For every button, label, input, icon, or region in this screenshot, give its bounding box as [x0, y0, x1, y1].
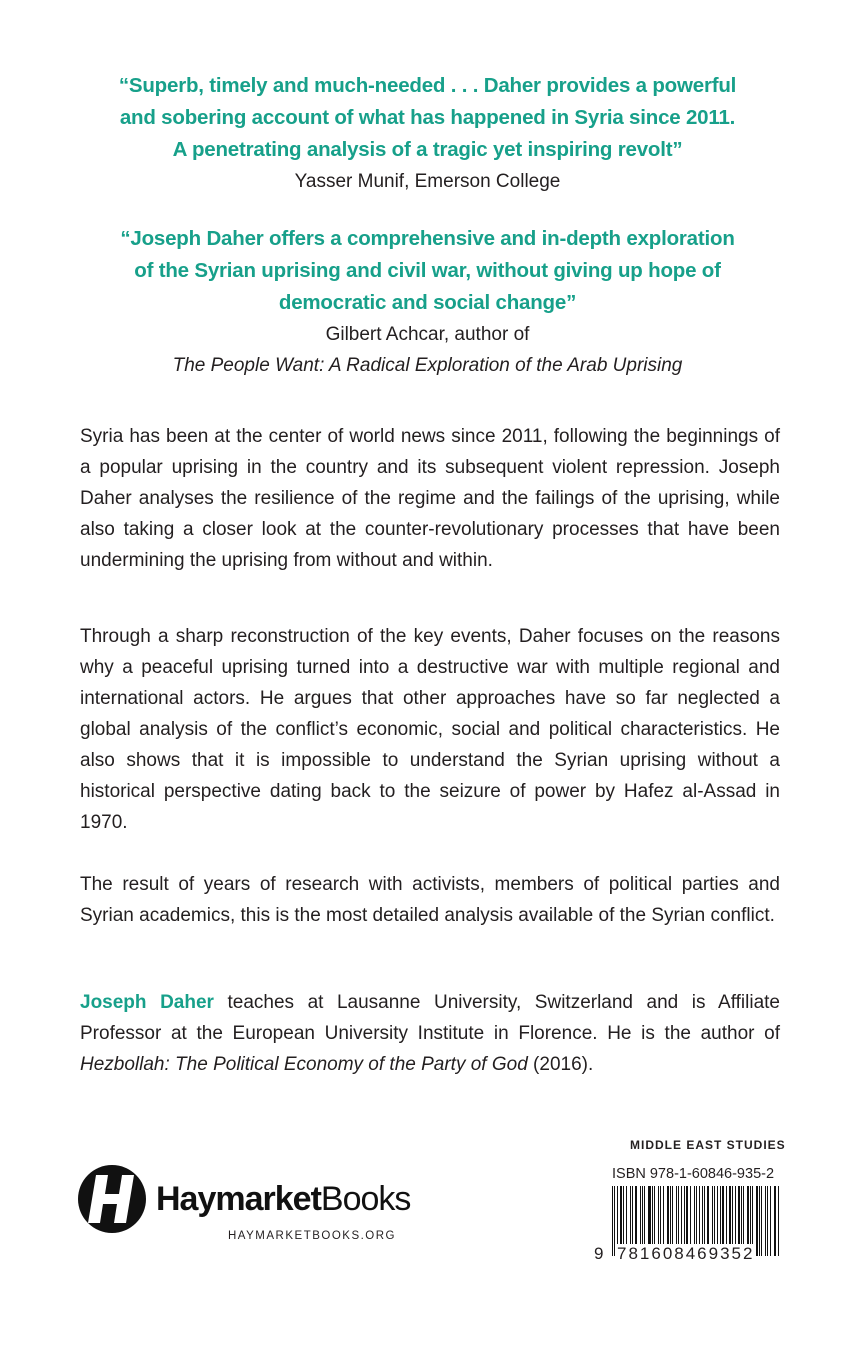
attribution-book-title: The People Want: A Radical Exploration of the Arab Uprising	[172, 355, 683, 376]
blurb-attribution: Yasser Munif, Emerson College	[294, 171, 561, 192]
publisher-wordmark	[156, 1180, 410, 1219]
barcode-digits: 781608469352	[617, 1244, 755, 1263]
series-label: MIDDLE EAST STUDIES	[630, 1138, 786, 1152]
description-paragraph-2: Through a sharp reconstruction of the key events, Daher focuses on the reasons why a peaceful uprising turned into a destructive war with multiple regional and international actors. He argues that other approaches have so far neglected a global analysis of the conflict’s economic, social and political characteristics. He also shows that it is impossible to understand the Syrian uprising without a historical perspective dating back to the seizure of power by Hafez al-Assad in 1970.	[80, 626, 780, 833]
blurb-quote	[70, 223, 785, 319]
author-bio-text-end: (2016).	[527, 1054, 594, 1075]
isbn-label: ISBN 978-1-60846-935-2	[612, 1166, 775, 1182]
wordmark-light: Books	[320, 1179, 411, 1218]
wordmark-bold: Haymarket	[156, 1179, 321, 1218]
author-previous-book: Hezbollah: The Political Economy of the Party of God	[80, 1054, 528, 1075]
quote-line: and sobering account of what has happened in Syria since 2011.	[119, 106, 736, 129]
quote-line: “Superb, timely and much-needed . . . Daher provides a powerful	[118, 74, 737, 97]
blurb-attribution-title	[70, 350, 785, 381]
author-name: Joseph Daher	[80, 992, 214, 1013]
description-paragraph-3: The result of years of research with activists, members of political parties and Syrian academics, this is the most detailed analysis available of the Syrian conflict.	[80, 874, 780, 926]
blurb-attribution: Gilbert Achcar, author of	[325, 324, 530, 345]
publisher-url: HAYMARKETBOOKS.ORG	[228, 1230, 397, 1242]
publisher-logo-icon	[78, 1165, 146, 1233]
author-bio-text: teaches at Lausanne University, Switzerland and is Affiliate Professor at the European University Institute in Florence. He is the author of	[80, 992, 780, 1044]
quote-line: of the Syrian uprising and civil war, without giving up hope of	[134, 259, 721, 282]
blurb-2	[70, 223, 785, 381]
description-paragraph-1: Syria has been at the center of world news since 2011, following the beginnings of a popular uprising in the country and its subsequent violent repression. Joseph Daher analyses the resilience of the regime and the failings of the uprising, while also taking a closer look at the counter-revolutionary processes that have been undermining the uprising from without and within.	[80, 426, 780, 571]
author-bio	[80, 987, 780, 1080]
h-monogram-icon	[78, 1165, 146, 1233]
quote-line: democratic and social change”	[278, 291, 577, 314]
barcode-lead-digit: 9	[594, 1244, 606, 1263]
publisher-logo	[78, 1165, 410, 1233]
blurb-quote	[70, 70, 785, 166]
quote-line: A penetrating analysis of a tragic yet inspiring revolt”	[172, 138, 683, 161]
quote-line: “Joseph Daher offers a comprehensive and in-depth exploration	[120, 227, 735, 250]
blurb-1	[70, 70, 785, 197]
